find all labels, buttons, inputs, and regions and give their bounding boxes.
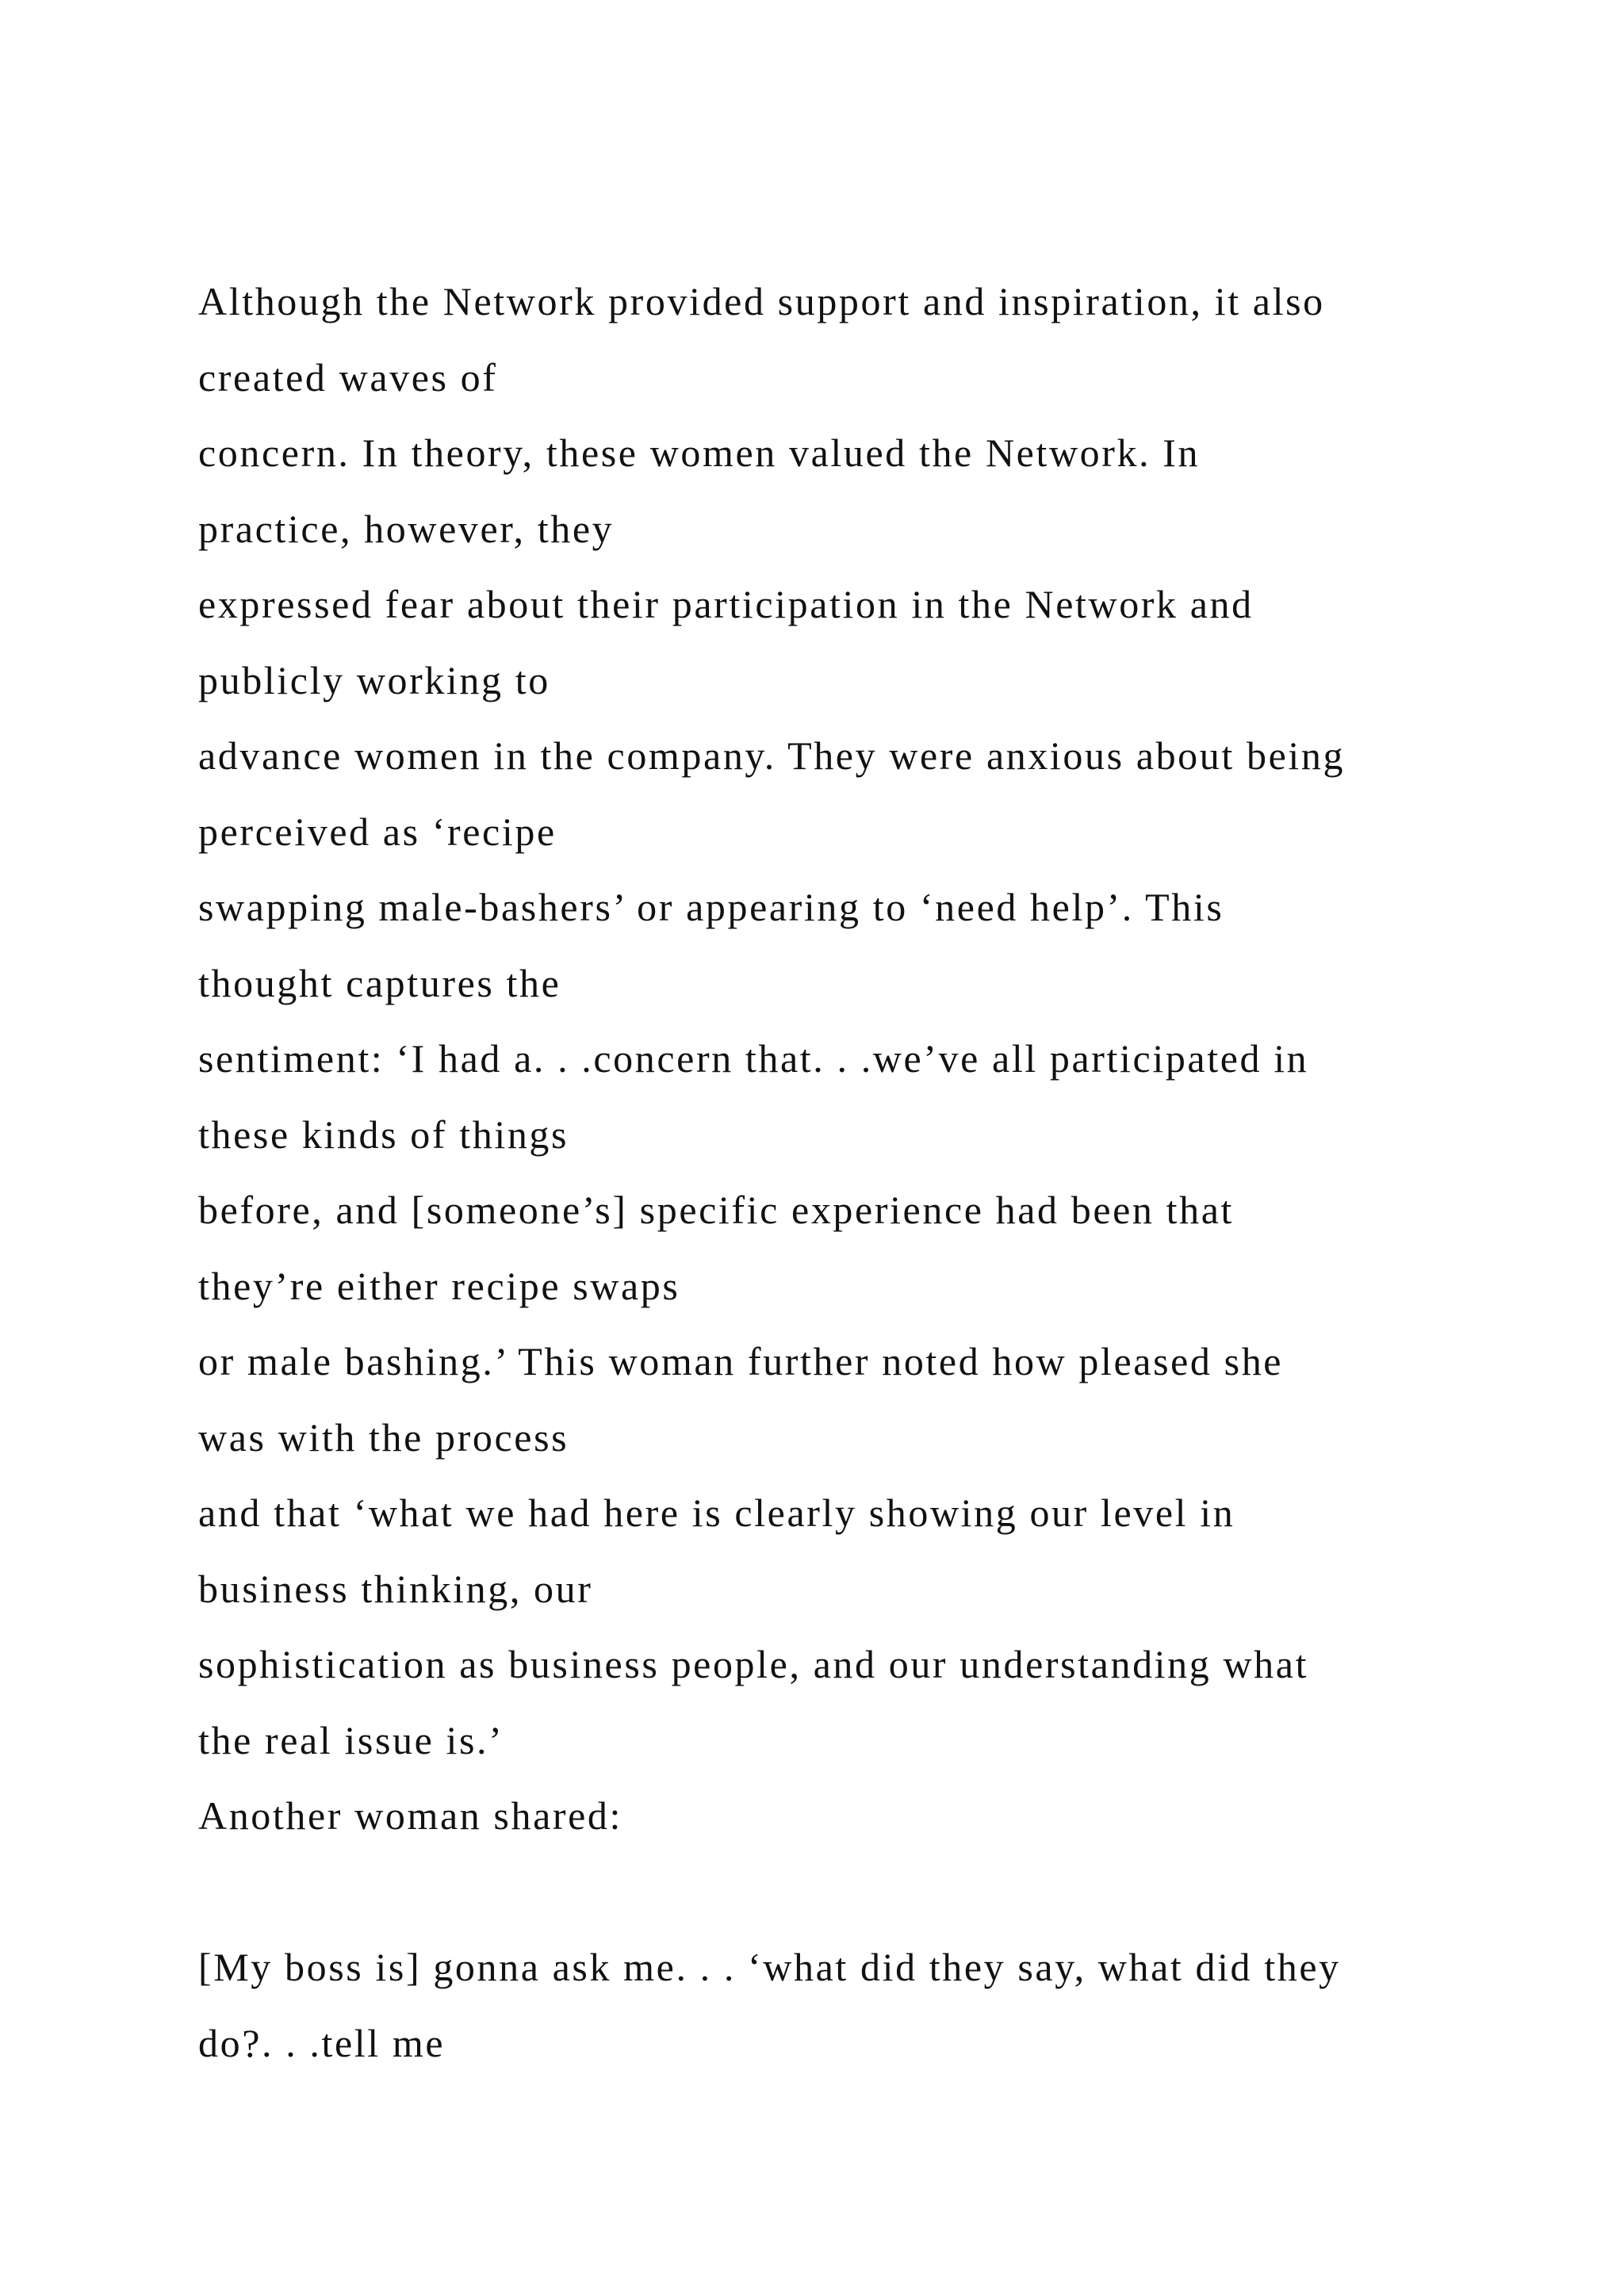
text-line: sophistication as business people, and our understanding what: [198, 1642, 1309, 1686]
text-line: sentiment: ‘I had a. . .concern that. . .we’ve all participated in: [198, 1036, 1309, 1081]
text-line: [My boss is] gonna ask me. . . ‘what did they say, what did they: [198, 1945, 1341, 1989]
text-line: the real issue is.’: [198, 1717, 504, 1762]
paragraph-gap: [198, 1854, 1507, 1931]
text-line: thought captures the: [198, 960, 561, 1005]
text-line: perceived as ‘recipe: [198, 809, 557, 854]
text-line: do?. . .tell me: [198, 2020, 446, 2065]
text-line: concern. In theory, these women valued the Network. In: [198, 430, 1201, 475]
text-line: created waves of: [198, 354, 498, 400]
text-line: they’re either recipe swaps: [198, 1263, 680, 1308]
text-line: and that ‘what we had here is clearly showing our level in: [198, 1490, 1235, 1535]
text-line: or male bashing.’ This woman further noted how pleased she: [198, 1339, 1284, 1383]
text-line: publicly working to: [198, 657, 550, 702]
text-line: practice, however, they: [198, 506, 615, 551]
text-line: Although the Network provided support and inspiration, it also: [198, 279, 1325, 323]
text-line: Another woman shared:: [198, 1793, 623, 1838]
text-line: expressed fear about their participation in the Network and: [198, 582, 1254, 626]
text-line: swapping male-bashers’ or appearing to ‘need help’. This: [198, 885, 1224, 929]
text-line: was with the process: [198, 1414, 569, 1460]
body-text: [198, 264, 1507, 2081]
text-line: these kinds of things: [198, 1112, 569, 1157]
text-line: advance women in the company. They were anxious about being: [198, 733, 1346, 778]
text-line: business thinking, our: [198, 1566, 593, 1611]
text-line: before, and [someone’s] specific experience had been that: [198, 1188, 1234, 1232]
